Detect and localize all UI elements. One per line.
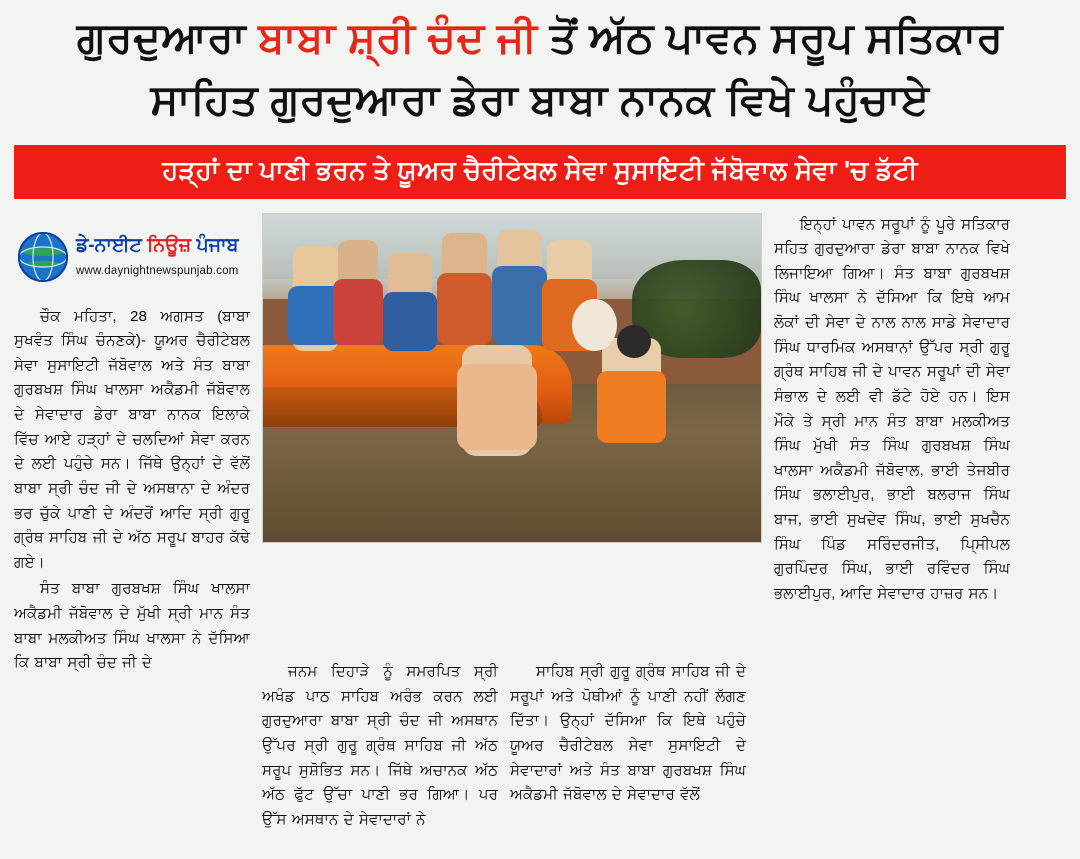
- headline-line-2: ਸਾਹਿਤ ਗੁਰਦੁਆਰਾ ਡੇਰਾ ਬਾਬਾ ਨਾਨਕ ਵਿਖੇ ਪਹੁੰਚਾਏ: [150, 76, 930, 124]
- globe-icon: [16, 230, 70, 284]
- masthead-brand: [76, 236, 238, 257]
- paragraph: ਜਨਮ ਦਿਹਾੜੇ ਨੂੰ ਸਮਰਪਿਤ ਸ੍ਰੀ ਅਖੰਡ ਪਾਠ ਸਾਹਿਬ ਅਰੰਭ ਕਰਨ ਲਈ ਗੁਰਦੁਆਰਾ ਬਾਬਾ ਸ੍ਰੀ ਚੰਦ ਜੀ ਅਸਥਾਨ ਉੱਪਰ ਸ੍ਰੀ ਗੁਰੂ ਗ੍ਰੰਥ ਸਾਹਿਬ ਜੀ ਅੱਠ ਸਰੂਪ ਸੁਸ਼ੋਭਿਤ ਸਨ। ਜਿੱਥੇ ਅਚਾਨਕ ਅੱਠ ਅੱਠ ਫੁੱਟ ਉੱਚਾ ਪਾਣੀ ਭਰ ਗਿਆ। ਪਰ ਉੱਸ ਅਸਥਾਨ ਦੇ ਸੇਵਾਦਾਰਾਂ ਨੇ: [262, 663, 498, 828]
- paragraph: ਸੰਤ ਬਾਬਾ ਗੁਰਬਖਸ਼ ਸਿੰਘ ਖਾਲਸਾ ਅਕੈਡਮੀ ਜੱਬੋਵਾਲ ਦੇ ਮੁੱਖੀ ਸ੍ਰੀ ਮਾਨ ਸੰਤ ਬਾਬਾ ਮਲਕੀਅਤ ਸਿੰਘ ਖਾਲਸਾ ਨੇ ਦੱਸਿਆ ਕਿ ਬਾਬਾ ਸ੍ਰੀ ਚੰਦ ਜੀ ਦੇ: [14, 580, 250, 672]
- headline-line-1: [14, 14, 1066, 62]
- paragraph: ਇਨ੍ਹਾਂ ਪਾਵਨ ਸਰੂਪਾਂ ਨੂੰ ਪੂਰੇ ਸਤਿਕਾਰ ਸਹਿਤ ਗੁਰਦੁਆਰਾ ਡੇਰਾ ਬਾਬਾ ਨਾਨਕ ਵਿਖੇ ਲਿਜਾਇਆ ਗਿਆ। ਸੰਤ ਬਾਬਾ ਗੁਰਬਖਸ਼ ਸਿੰਘ ਖਾਲਸਾ ਨੇ ਦੱਸਿਆ ਕਿ ਇਥੇ ਆਮ ਲੋਕਾਂ ਦੀ ਸੇਵਾ ਦੇ ਨਾਲ ਨਾਲ ਸਾਡੇ ਸੇਵਾਦਾਰ ਸਿੰਘ ਧਾਰਮਿਕ ਅਸਥਾਨਾਂ ਉੱਪਰ ਸ੍ਰੀ ਗੁਰੂ ਗ੍ਰੰਥ ਸਾਹਿਬ ਜੀ ਦੇ ਪਾਵਨ ਸਰੂਪਾਂ ਦੀ ਸੇਵਾ ਸੰਭਾਲ ਦੇ ਲਈ ਵੀ ਡੱਟੇ ਹੋਏ ਹਨ। ਇਸ ਮੌਕੇ ਤੇ ਸ੍ਰੀ ਮਾਨ ਸੰਤ ਬਾਬਾ ਮਲਕੀਅਤ ਸਿੰਘ ਮੁੱਖੀ ਸੰਤ ਸਿੰਘ ਗੁਰਬਖਸ਼ ਸਿੰਘ ਖਾਲਸਾ ਅਕੈਡਮੀ ਜੱਬੋਵਾਲ, ਭਾਈ ਤੇਜਬੀਰ ਸਿੰਘ ਭਲਾਈਪੁਰ, ਭਾਈ ਬਲਰਾਜ ਸਿੰਘ ਬਾਜ, ਭਾਈ ਸੁਖਦੇਵ ਸਿੰਘ, ਭਾਈ ਸੁਖਚੈਨ ਸਿੰਘ ਪਿੰਡ ਸਰਿੰਦਰਜੀਤ, ਪਿ੍ਸੀਪਲ ਗੁਰਪਿੰਦਰ ਸਿੰਘ, ਭਾਈ ਰਵਿੰਦਰ ਸਿੰਘ ਭਲਾਈਪੁਰ, ਆਦਿ ਸੇਵਾਦਾਰ ਹਾਜ਼ਰ ਸਨ।: [774, 215, 1010, 602]
- headline-block: [14, 10, 1066, 127]
- flood-rescue-photo: [262, 213, 762, 543]
- column-right: [774, 213, 1010, 761]
- masthead: [14, 213, 250, 305]
- masthead-url[interactable]: www.daynightnewspunjab.com: [76, 265, 239, 278]
- article-column-1: [14, 305, 250, 676]
- column-2: [262, 660, 498, 832]
- article-column-4: [774, 213, 1010, 607]
- brand-part-2: ਨਿਊਜ਼: [147, 235, 197, 257]
- column-left: [14, 213, 250, 761]
- brand-part-3: ਪੰਜਾਬ: [196, 235, 239, 257]
- column-3: [510, 660, 746, 832]
- headline-highlight: ਬਾਬਾ ਸ਼੍ਰੀ ਚੰਦ ਜੀ: [258, 14, 538, 61]
- paragraph: ਚੌਕ ਮਹਿਤਾ, 28 ਅਗਸਤ (ਬਾਬਾ ਸੁਖਵੰਤ ਸਿੰਘ ਚੰਨਣਕੇ)- ਯੂਅਰ ਚੈਰੀਟੇਬਲ ਸੇਵਾ ਸੁਸਾਇਟੀ ਜੱਬੋਵਾਲ ਅਤੇ ਸੰਤ ਬਾਬਾ ਗੁਰਬਖਸ਼ ਸਿੰਘ ਖਾਲਸਾ ਅਕੈਡਮੀ ਜੱਬੋਵਾਲ ਦੇ ਸੇਵਾਦਾਰ ਡੇਰਾ ਬਾਬਾ ਨਾਨਕ ਇਲਾਕੇ ਵਿੱਚ ਆਏ ਹੜ੍ਹਾਂ ਦੇ ਚਲਦਿਆਂ ਸੇਵਾ ਕਰਨ ਦੇ ਲਈ ਪਹੁੰਚੇ ਸਨ। ਜਿੱਥੇ ਉਨ੍ਹਾਂ ਦੇ ਵੱਲੋਂ ਬਾਬਾ ਸ੍ਰੀ ਚੰਦ ਜੀ ਦੇ ਅਸਥਾਨਾ ਦੇ ਅੰਦਰ ਭਰ ਚੁੱਕੇ ਪਾਣੀ ਦੇ ਅੰਦਰੋਂ ਆਦਿ ਸ੍ਰੀ ਗੁਰੂ ਗ੍ਰੰਥ ਸਾਹਿਬ ਜੀ ਦੇ ਅੱਠ ਸਰੂਪ ਬਾਹਰ ਕੱਢੇ ਗਏ।: [14, 307, 250, 571]
- headline-part-1: ਗੁਰਦੁਆਰਾ: [76, 14, 259, 61]
- subhead-banner: ਹੜ੍ਹਾਂ ਦਾ ਪਾਣੀ ਭਰਨ ਤੇ ਯੂਅਰ ਚੈਰੀਟੇਬਲ ਸੇਵਾ ਸੁਸਾਇਟੀ ਜੱਬੋਵਾਲ ਸੇਵਾ 'ਚ ਡੱਟੀ: [14, 145, 1066, 199]
- headline-part-2: ਤੋਂ ਅੱਠ ਪਾਵਨ ਸਰੂਪ ਸਤਿਕਾਰ: [537, 14, 1004, 61]
- paragraph: ਸਾਹਿਬ ਸ੍ਰੀ ਗੁਰੂ ਗ੍ਰੰਥ ਸਾਹਿਬ ਜੀ ਦੇ ਸਰੂਪਾਂ ਅਤੇ ਪੋਥੀਆਂ ਨੂੰ ਪਾਣੀ ਨਹੀਂ ਲੱਗਣ ਦਿੱਤਾ। ਉਨ੍ਹਾਂ ਦੱਸਿਆ ਕਿ ਇਥੇ ਪਹੁੰਚੇ ਯੂਅਰ ਚੈਰੀਟੇਬਲ ਸੇਵਾ ਸੁਸਾਇਟੀ ਦੇ ਸੇਵਾਦਾਰਾਂ ਅਤੇ ਸੰਤ ਬਾਬਾ ਗੁਰਬਖਸ਼ ਸਿੰਘ ਅਕੈਡਮੀ ਜੱਬੋਵਾਲ ਦੇ ਸੇਵਾਦਾਰ ਵੱਲੋਂ: [510, 663, 746, 804]
- lower-columns: [262, 660, 762, 832]
- masthead-text: [76, 236, 238, 277]
- brand-part-1: ਡੇ-ਨਾਈਟ: [76, 235, 148, 257]
- article-column-2: [262, 660, 498, 832]
- article-column-3: [510, 660, 746, 808]
